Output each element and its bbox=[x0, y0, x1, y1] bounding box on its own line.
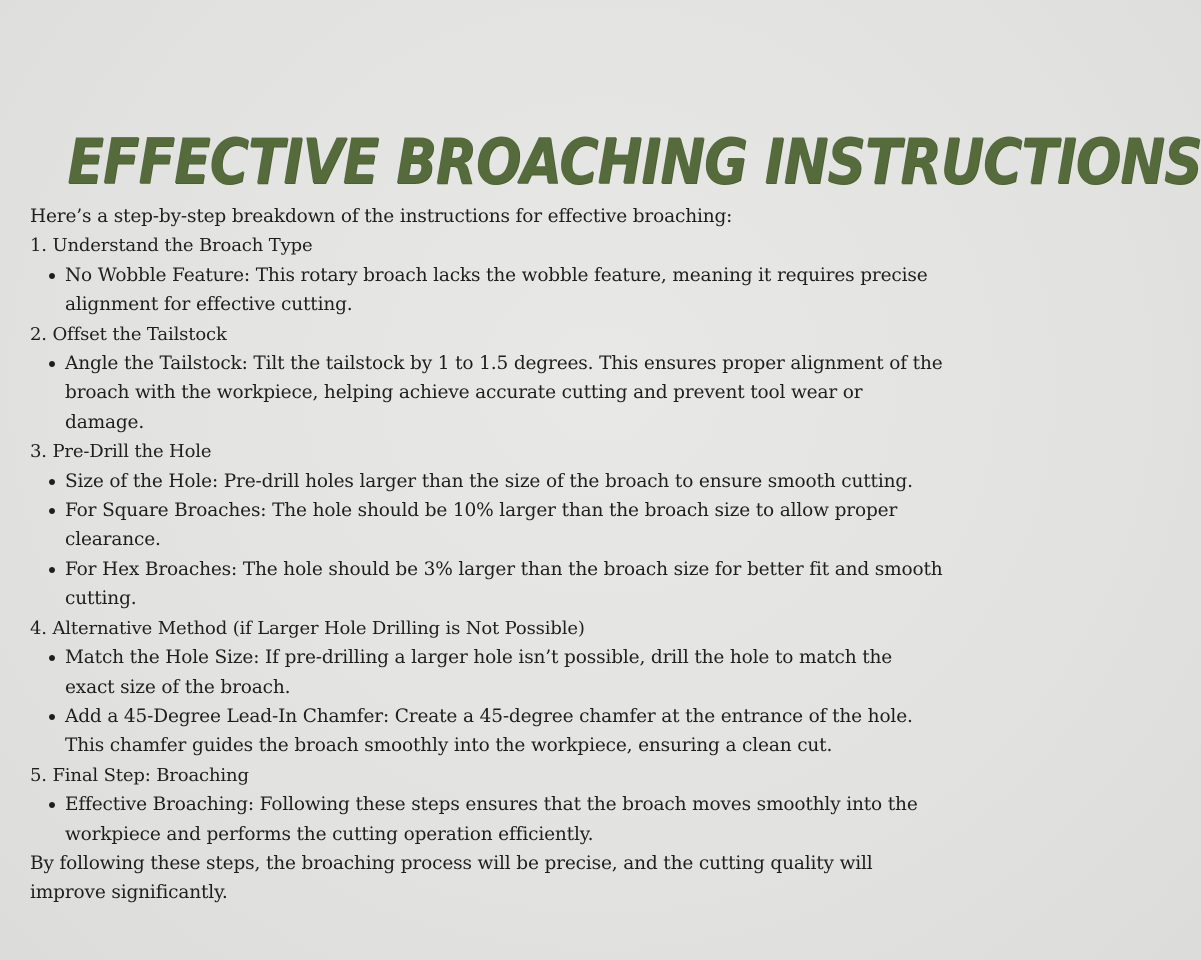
step-bullets bbox=[30, 643, 945, 761]
bullet-item: Add a 45-Degree Lead-In Chamfer: Create a 45-degree chamfer at the entrance of the hole. This chamfer guides the broach smoothly into the workpiece, ensuring a clean cut. bbox=[65, 702, 945, 761]
bullet-item: Effective Broaching: Following these steps ensures that the broach moves smoothly into the workpiece and performs the cutting operation efficiently. bbox=[65, 790, 945, 849]
bullet-item: For Square Broaches: The hole should be 10% larger than the broach size to allow proper clearance. bbox=[65, 496, 945, 555]
step-4 bbox=[30, 614, 945, 761]
step-bullets bbox=[30, 790, 945, 849]
bullet-item: For Hex Broaches: The hole should be 3% larger than the broach size for better fit and smooth cutting. bbox=[65, 555, 945, 614]
page-title: EFFECTIVE BROACHING INSTRUCTIONS bbox=[67, 124, 1201, 198]
document-body bbox=[30, 202, 945, 908]
bullet-item: Size of the Hole: Pre-drill holes larger than the size of the broach to ensure smooth cutting. bbox=[65, 467, 945, 496]
step-bullets bbox=[30, 467, 945, 614]
step-heading: 2. Offset the Tailstock bbox=[30, 323, 227, 345]
step-heading: 1. Understand the Broach Type bbox=[30, 235, 313, 257]
bullet-item: Angle the Tailstock: Tilt the tailstock by 1 to 1.5 degrees. This ensures proper alignment of the broach with the workpiece, helping achieve accurate cutting and prevent tool wear or damage. bbox=[65, 349, 945, 437]
conclusion-text: By following these steps, the broaching process will be precise, and the cutting quality will improve significantly. bbox=[30, 852, 873, 904]
step-heading: 3. Pre-Drill the Hole bbox=[30, 441, 212, 463]
step-2 bbox=[30, 320, 945, 438]
step-5 bbox=[30, 761, 945, 849]
intro-text: Here’s a step-by-step breakdown of the instructions for effective broaching: bbox=[30, 206, 733, 227]
bullet-item: No Wobble Feature: This rotary broach lacks the wobble feature, meaning it requires precise alignment for effective cutting. bbox=[65, 261, 945, 320]
step-bullets bbox=[30, 261, 945, 320]
step-heading: 4. Alternative Method (if Larger Hole Drilling is Not Possible) bbox=[30, 617, 585, 639]
step-bullets bbox=[30, 349, 945, 437]
step-heading: 5. Final Step: Broaching bbox=[30, 764, 249, 786]
step-3 bbox=[30, 437, 945, 613]
step-1 bbox=[30, 231, 945, 319]
bullet-item: Match the Hole Size: If pre-drilling a larger hole isn’t possible, drill the hole to match the exact size of the broach. bbox=[65, 643, 945, 702]
